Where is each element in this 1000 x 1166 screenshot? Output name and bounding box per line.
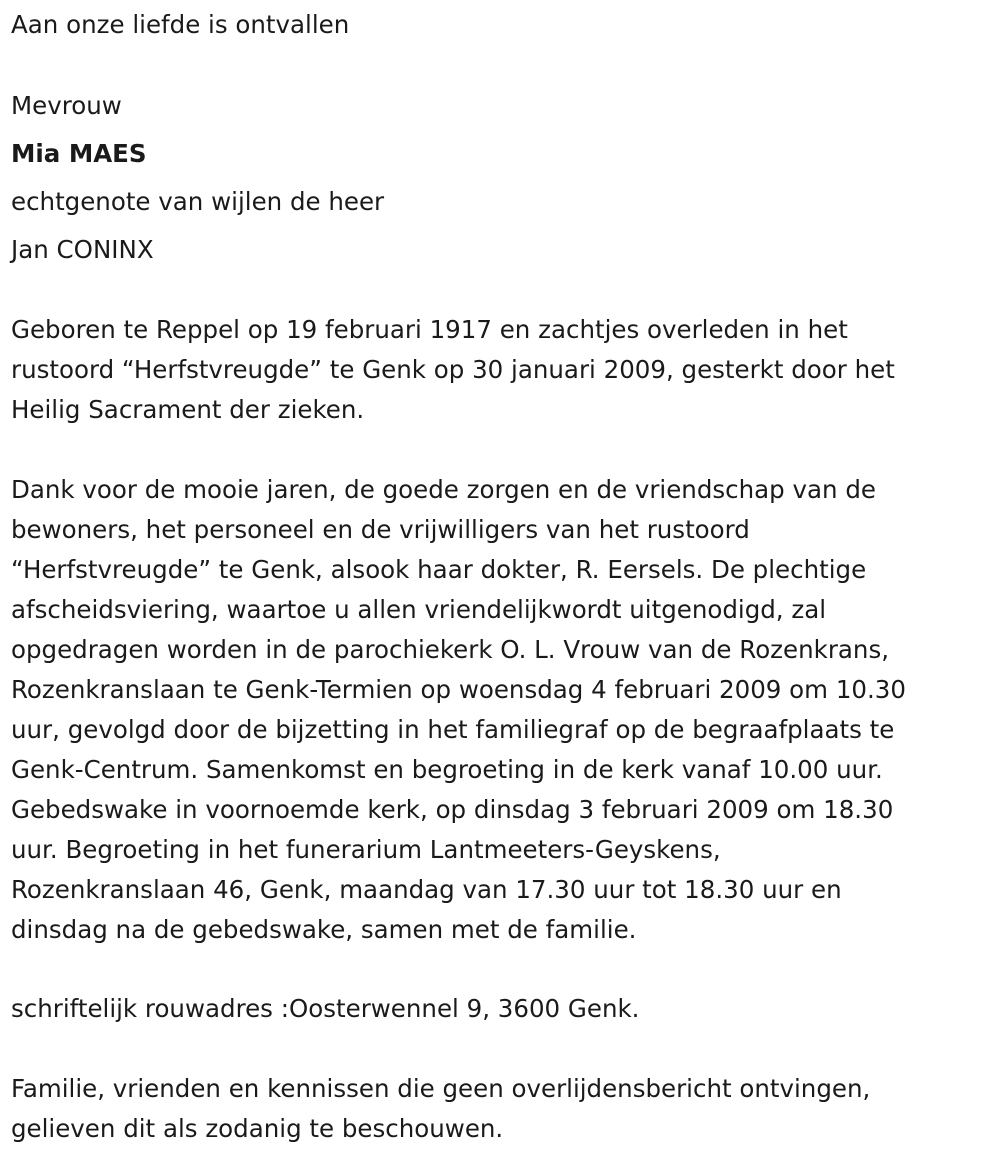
- birth-death-paragraph: Geboren te Reppel op 19 februari 1917 en zachtjes overleden in het rustoord “Herfstvreugde” te Genk op 30 januari 2009, gesterkt door het Heilig Sacrament der zieken.: [11, 315, 895, 424]
- thanks-ceremony-paragraph: Dank voor de mooie jaren, de goede zorgen en de vriendschap van de bewoners, het personeel en de vrijwilligers van het rustoord “Herfstvreugde” te Genk, alsook haar dokter, R. Eersels. De plechtige afscheidsviering, waartoe u allen vriendelijkwordt uitgenodigd, zal opgedragen worden in de parochiekerk O. L. Vrouw van de Rozenkrans, Rozenkranslaan te Genk-Termien op woensdag 4 februari 2009 om 10.30 uur, gevolgd door de bijzetting in het familiegraf op de begraafplaats te Genk-Centrum. Samenkomst en begroeting in de kerk vanaf 10.00 uur. Gebedswake in voornoemde kerk, op dinsdag 3 februari 2009 om 18.30 uur. Begroeting in het funerarium Lantmeeters-Geyskens, Rozenkranslaan 46, Genk, maandag van 17.30 uur tot 18.30 uur en dinsdag na de gebedswake, samen met de familie.: [11, 475, 906, 944]
- closing-paragraph: Familie, vrienden en kennissen die geen overlijdensbericht ontvingen, gelieven dit als zodanig te beschouwen.: [11, 1074, 871, 1143]
- intro-line: Aan onze liefde is ontvallen: [11, 10, 350, 39]
- spouse-name: Jan CONINX: [11, 235, 154, 264]
- deceased-name: Mia MAES: [11, 139, 147, 168]
- mourning-address: schriftelijk rouwadres :Oosterwennel 9, 3600 Genk.: [11, 994, 640, 1023]
- salutation: Mevrouw: [11, 91, 122, 120]
- relation-line: echtgenote van wijlen de heer: [11, 187, 385, 216]
